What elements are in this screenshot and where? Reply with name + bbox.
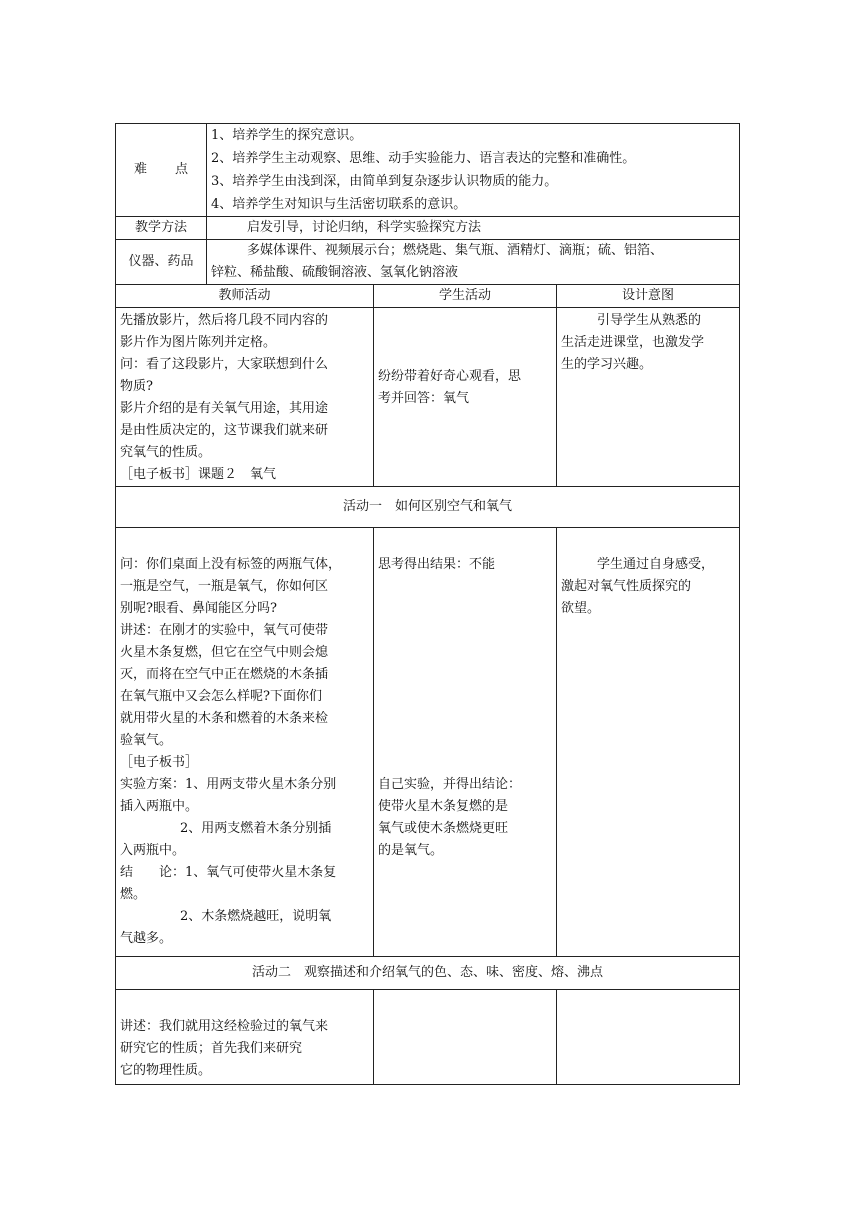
activity1-title: 活动一 如何区别空气和氧气 — [116, 487, 740, 528]
column-header-row — [116, 285, 740, 308]
activity2-row — [116, 990, 740, 1085]
student-column-header: 学生活动 — [374, 285, 557, 308]
activity1-teacher-line: 问：你们桌面上没有标签的两瓶气体， — [120, 557, 342, 572]
activity1-teacher-line: 火星木条复燃，但它在空气中则会熄 — [120, 645, 329, 660]
activity1-design-cell — [557, 528, 740, 957]
activity1-teacher-line: 在氧气瓶中又会怎么样呢?下面你们 — [120, 689, 322, 704]
intro-student-line: 纷纷带着好奇心观看，思 — [378, 369, 522, 384]
activity1-teacher-line: 入两瓶中。 — [120, 843, 186, 858]
equipment-value — [207, 240, 740, 285]
activity1-student-cell — [374, 528, 557, 957]
intro-teacher-line: 究氧气的性质。 — [120, 445, 212, 460]
difficulty-item: 2、培养学生主动观察、思维、动手实验能力、语言表达的完整和准确性。 — [211, 151, 636, 166]
activity1-student-line: 自己实验，并得出结论： — [378, 777, 522, 792]
difficulty-item: 4、培养学生对知识与生活密切联系的意识。 — [211, 197, 467, 212]
teacher-column-header: 教师活动 — [116, 285, 374, 308]
difficulty-item: 3、培养学生由浅到深，由简单到复杂逐步认识物质的能力。 — [211, 174, 558, 189]
equipment-line: 锌粒、稀盐酸、硫酸铜溶液、氢氧化钠溶液 — [211, 265, 459, 280]
activity2-teacher-line: 它的物理性质。 — [120, 1063, 212, 1078]
difficulty-label-b: 点 — [175, 162, 189, 177]
intro-teacher-line: 影片作为图片陈列并定格。 — [120, 335, 277, 350]
difficulty-item: 1、培养学生的探究意识。 — [211, 128, 363, 143]
intro-student-line: 考并回答：氧气 — [378, 391, 470, 406]
design-column-header: 设计意图 — [557, 285, 740, 308]
activity1-teacher-line: 别呢?眼看、鼻闻能区分吗? — [120, 601, 277, 616]
activity2-design-cell — [557, 990, 740, 1085]
intro-teacher-line: 物质? — [120, 379, 153, 394]
intro-design-line: 生活走进课堂，也激发学 — [561, 335, 705, 350]
intro-row — [116, 308, 740, 487]
intro-design-line: 引导学生从熟悉的 — [597, 313, 702, 328]
activity1-teacher-line: 实验方案：1、用两支带火星木条分别 — [120, 777, 337, 792]
intro-teacher-line: 先播放影片，然后将几段不同内容的 — [120, 313, 329, 328]
activity2-teacher-line: 研究它的性质；首先我们来研究 — [120, 1041, 303, 1056]
activity2-title: 活动二 观察描述和介绍氧气的色、态、味、密度、熔、沸点 — [116, 957, 740, 990]
intro-teacher-line: 是由性质决定的，这节课我们就来研 — [120, 423, 329, 438]
method-label: 教学方法 — [116, 217, 207, 240]
lesson-plan-table — [115, 123, 740, 1085]
activity1-design-line: 激起对氧气性质探究的 — [561, 579, 692, 594]
equipment-label: 仪器、药品 — [116, 240, 207, 285]
activity1-teacher-line: 验氧气。 — [120, 733, 173, 748]
method-text: 启发引导，讨论归纳，科学实验探究方法 — [247, 220, 482, 235]
activity1-teacher-line: 2、用两支燃着木条分别插 — [180, 821, 332, 836]
intro-teacher-line: ［电子板书］课题２ 氧气 — [120, 467, 277, 482]
activity1-teacher-line: 讲述：在刚才的实验中，氧气可使带 — [120, 623, 329, 638]
equipment-line: 多媒体课件、视频展示台；燃烧匙、集气瓶、酒精灯、滴瓶；硫、铝箔、 — [247, 243, 664, 258]
intro-teacher-line: 问：看了这段影片，大家联想到什么 — [120, 357, 329, 372]
activity1-teacher-line: 燃。 — [120, 887, 147, 902]
activity1-design-line: 学生通过自身感受， — [597, 557, 715, 572]
difficulty-label-a: 难 — [133, 162, 147, 177]
activity1-teacher-cell — [116, 528, 374, 957]
activity1-teacher-line: ［电子板书］ — [120, 755, 199, 770]
activity1-student-line: 使带火星木条复燃的是 — [378, 799, 509, 814]
activity2-teacher-cell — [116, 990, 374, 1085]
activity1-teacher-line: 气越多。 — [120, 931, 173, 946]
intro-teacher-line: 影片介绍的是有关氧气用途，其用途 — [120, 401, 329, 416]
activity1-teacher-line: 2、木条燃烧越旺，说明氧 — [180, 909, 332, 924]
intro-student-cell — [374, 308, 557, 487]
activity1-title-row — [116, 487, 740, 528]
activity1-teacher-line: 灭，而将在空气中正在燃烧的木条插 — [120, 667, 329, 682]
intro-teacher-cell — [116, 308, 374, 487]
activity1-teacher-line: 一瓶是空气，一瓶是氧气，你如何区 — [120, 579, 329, 594]
activity2-student-cell — [374, 990, 557, 1085]
activity1-student-line: 的是氧气。 — [378, 843, 444, 858]
activity1-design-line: 欲望。 — [561, 601, 601, 616]
activity1-teacher-line: 插入两瓶中。 — [120, 799, 199, 814]
equipment-row — [116, 240, 740, 285]
activity1-row — [116, 528, 740, 957]
activity1-teacher-line: 结 论：1、氧气可使带火星木条复 — [120, 865, 337, 880]
activity1-teacher-line: 就用带火星的木条和燃着的木条来检 — [120, 711, 329, 726]
lesson-plan-page — [115, 123, 739, 1085]
difficulty-label — [116, 124, 207, 217]
difficulty-row — [116, 124, 740, 217]
method-value — [207, 217, 740, 240]
intro-design-cell — [557, 308, 740, 487]
activity1-student-answer: 思考得出结果：不能 — [378, 557, 496, 572]
intro-design-line: 生的学习兴趣。 — [561, 357, 653, 372]
difficulty-content — [207, 124, 740, 217]
method-row — [116, 217, 740, 240]
activity2-teacher-line: 讲述：我们就用这经检验过的氧气来 — [120, 1019, 329, 1034]
activity2-title-row — [116, 957, 740, 990]
activity1-student-line: 氧气或使木条燃烧更旺 — [378, 821, 509, 836]
